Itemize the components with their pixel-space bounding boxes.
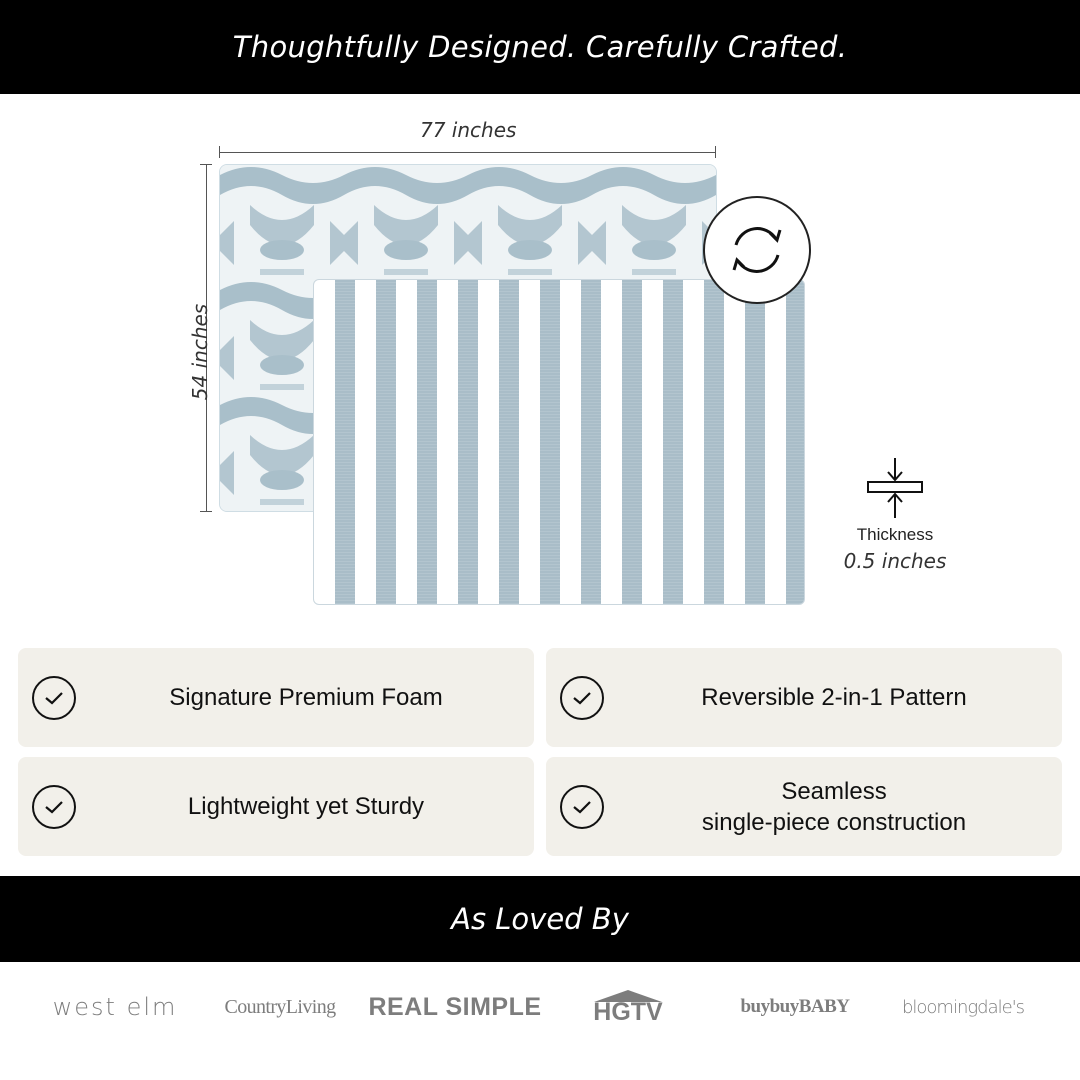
brand-logo-buybuybaby: buybuyBABY [740, 996, 850, 1017]
check-circle-icon [32, 676, 76, 720]
thickness-value: 0.5 inches [843, 549, 947, 573]
check-circle-icon [560, 676, 604, 720]
width-dimension-line [219, 152, 715, 153]
feature-label-line1: Seamless [781, 777, 887, 805]
height-dimension-tick-bottom [200, 511, 212, 512]
brand-logo-hgtv-text: HGTV [593, 998, 663, 1026]
rotate-arrows-icon [724, 217, 790, 283]
loved-by-band [0, 876, 1080, 962]
brand-logo-real-simple: REAL SIMPLE [368, 992, 542, 1021]
brand-logo-west-elm: west elm [52, 993, 178, 1021]
brand-logo-bloomingdales: bloomingdale's [901, 996, 1025, 1018]
feature-card-lightweight [18, 757, 534, 856]
feature-label-line2: single-piece construction [701, 808, 967, 836]
feature-card-seamless [546, 757, 1062, 856]
header-tagline: Thoughtfully Designed. Carefully Crafted. [232, 30, 848, 64]
brand-logo-hgtv [578, 985, 678, 1029]
feature-card-reversible [546, 648, 1062, 747]
width-dimension-tick-right [715, 146, 716, 158]
check-circle-icon [32, 785, 76, 829]
width-dimension-tick-left [219, 146, 220, 158]
header-tagline-band [0, 0, 1080, 94]
check-circle-icon [560, 785, 604, 829]
width-label: 77 inches [420, 118, 517, 142]
thickness-compress-icon [866, 458, 924, 518]
feature-label [616, 776, 1052, 838]
loved-by-title: As Loved By [451, 902, 629, 936]
feature-label: Reversible 2-in-1 Pattern [701, 684, 967, 711]
feature-label: Signature Premium Foam [169, 684, 443, 711]
mat-stripe-side [313, 279, 805, 605]
height-label: 54 inches [188, 303, 212, 401]
height-dimension-tick-top [200, 164, 212, 165]
thickness-label: Thickness [856, 525, 934, 544]
brand-logo-country-living: CountryLiving [224, 995, 336, 1018]
feature-card-foam [18, 648, 534, 747]
reversible-badge [703, 196, 811, 304]
feature-label: Lightweight yet Sturdy [187, 793, 425, 820]
